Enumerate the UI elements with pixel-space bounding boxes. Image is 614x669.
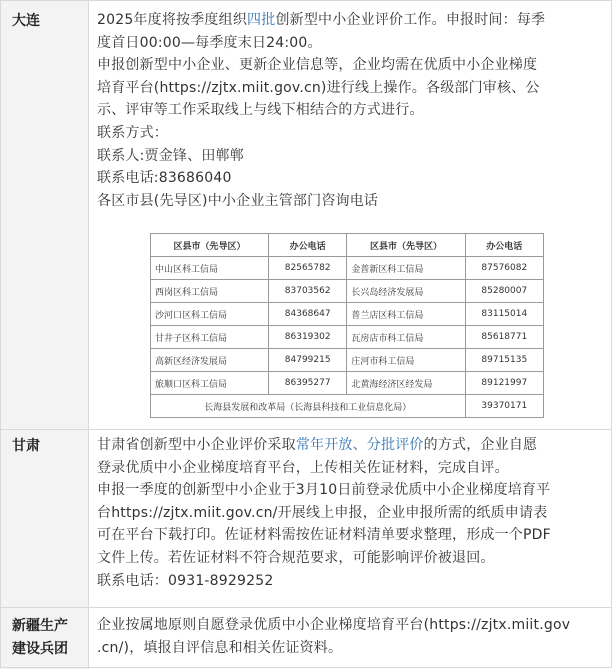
row-label: 甘肃: [12, 438, 40, 454]
content-line: [97, 479, 605, 502]
text-span: 联系人:贾金锋、田郸郸: [97, 147, 244, 164]
phone-number: 85280007: [465, 280, 543, 303]
row-xinjiang-corps: [0, 607, 612, 669]
phone-table-row: [151, 326, 544, 349]
text-span: 申报一季度的创新型中小企业于3月10日前登录优质中小企业梯度培育平: [97, 482, 551, 499]
text-span: 的方式，企业自愿: [423, 437, 538, 453]
phone-table-row: [151, 395, 544, 418]
text-span: 登录优质中小企业梯度培育平台，上传相关佐证材料，完成自评。: [97, 459, 509, 476]
content-line: [97, 190, 605, 213]
content-line: [97, 547, 605, 570]
phone-number: 39370171: [465, 395, 543, 418]
text-span: 联系方式：: [97, 124, 168, 141]
phone-number: 89715135: [465, 349, 543, 372]
district-phone-table: [150, 233, 544, 418]
content-line: [97, 9, 605, 32]
district-name: 金普新区科工信局: [347, 257, 465, 280]
text-span: 申报创新型中小企业、更新企业信息等，企业均需在优质中小企业梯度: [97, 57, 538, 74]
phone-table-row: [151, 372, 544, 395]
phone-number: 84368647: [269, 303, 347, 326]
phone-number: 82565782: [269, 257, 347, 280]
district-name: 长海县发展和改革局（长海县科技和工业信息化局）: [151, 395, 466, 418]
content-line: [97, 32, 605, 55]
phone-table-row: [151, 280, 544, 303]
content-line: [97, 434, 605, 457]
row-label-line: 新疆生产: [12, 618, 68, 634]
district-name: 瓦房店市科工信局: [347, 326, 465, 349]
phone-number: 86395277: [269, 372, 347, 395]
text-span: 各区市县(先导区)中小企业主管部门咨询电话: [97, 192, 379, 209]
header-district: 区县市（先导区）: [347, 234, 465, 257]
row-label-cell: [0, 608, 89, 669]
district-name: 甘井子区科工信局: [151, 326, 269, 349]
content-line: [97, 637, 605, 660]
district-name: 北黄海经济区经发局: [347, 372, 465, 395]
row-label-line: 建设兵团: [12, 641, 68, 657]
content-line: [97, 122, 605, 145]
content-line: [97, 54, 605, 77]
text-span: 甘肃省创新型中小企业评价采取: [97, 437, 296, 453]
text-span: 企业按属地原则自愿登录优质中小企业梯度培育平台(https://zjtx.miit.gov: [97, 617, 571, 633]
phone-table-row: [151, 257, 544, 280]
phone-number: 86319302: [269, 326, 347, 349]
phone-table-header: [151, 234, 544, 257]
phone-number: 83703562: [269, 280, 347, 303]
district-name: 中山区科工信局: [151, 257, 269, 280]
content-line: [97, 167, 605, 190]
district-name: 西岗区科工信局: [151, 280, 269, 303]
content-line: [97, 524, 605, 547]
district-name: 高新区经济发展局: [151, 349, 269, 372]
text-span: 示、评审等工作采取线上与线下相结合的方式进行。: [97, 102, 424, 119]
row-content: [97, 434, 605, 592]
phone-number: 89121997: [465, 372, 543, 395]
phone-table-row: [151, 349, 544, 372]
header-phone: 办公电话: [465, 234, 543, 257]
content-line: [97, 145, 605, 168]
row-label-cell: [0, 430, 89, 608]
text-span: 文件上传。若佐证材料不符合规范要求，可能影响评价被退回。: [97, 549, 495, 566]
content-line: [97, 457, 605, 480]
text-span: 2025年度将按季度组织: [97, 12, 248, 28]
row-gansu: [0, 429, 612, 608]
text-span: 创新型中小企业评价工作。申报时间：每季: [275, 12, 546, 28]
text-span: 台https://zjtx.miit.gov.cn/开展线上申报，企业申报所需的纸质申请表: [97, 504, 548, 521]
header-district: 区县市（先导区）: [151, 234, 269, 257]
highlighted-text: 四批: [247, 12, 276, 28]
row-content: [97, 614, 605, 659]
text-span: 度首日00:00—每季度末日24:00。: [97, 34, 322, 51]
row-content: [97, 9, 605, 212]
district-name: 普兰店区科工信局: [347, 303, 465, 326]
content-line: [97, 77, 605, 100]
text-span: 联系电话：0931-8929252: [97, 572, 274, 589]
text-span: .cn/)，填报自评信息和相关佐证资料。: [97, 639, 343, 656]
district-name: 沙河口区科工信局: [151, 303, 269, 326]
phone-number: 84799215: [269, 349, 347, 372]
content-line: [97, 614, 605, 637]
phone-number: 83115014: [465, 303, 543, 326]
phone-number: 87576082: [465, 257, 543, 280]
row-label: 大连: [12, 13, 40, 29]
district-name: 旅顺口区科工信局: [151, 372, 269, 395]
district-name: 长兴岛经济发展局: [347, 280, 465, 303]
district-name: 庄河市科工信局: [347, 349, 465, 372]
content-line: [97, 502, 605, 525]
phone-number: 85618771: [465, 326, 543, 349]
content-line: [97, 570, 605, 593]
text-span: 可在平台下载打印。佐证材料需按佐证材料清单要求整理，形成一个PDF: [97, 527, 551, 544]
header-phone: 办公电话: [269, 234, 347, 257]
row-label-cell: [0, 0, 89, 429]
text-span: 培育平台(https://zjtx.miit.gov.cn)进行线上操作。各级部门审核、公: [97, 79, 540, 96]
content-line: [97, 99, 605, 122]
highlighted-text: 常年开放、分批评价: [295, 437, 424, 453]
text-span: 联系电话:83686040: [97, 170, 232, 187]
phone-table-row: [151, 303, 544, 326]
